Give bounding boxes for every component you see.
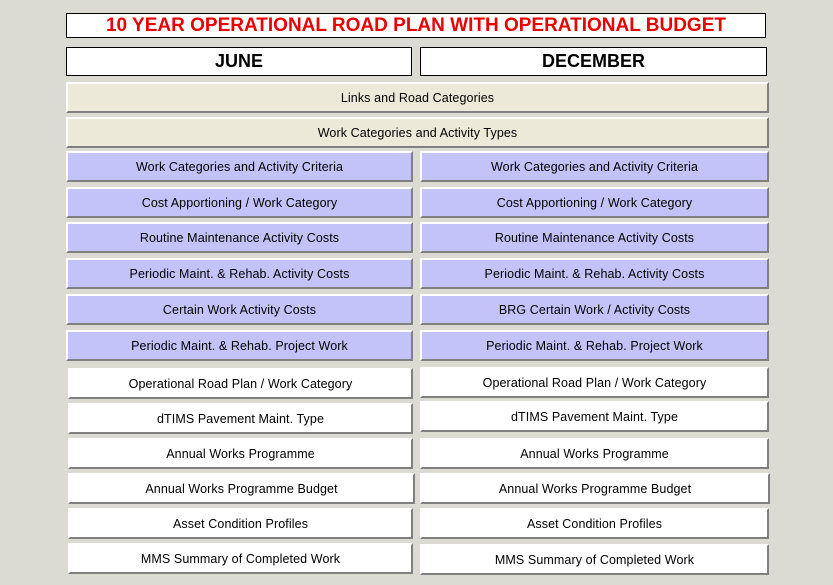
june-certain-work-costs-button[interactable]: Certain Work Activity Costs	[66, 294, 413, 325]
december-dtims-pavement-button[interactable]: dTIMS Pavement Maint. Type	[420, 401, 769, 432]
december-annual-works-programme-button[interactable]: Annual Works Programme	[420, 438, 769, 469]
june-cost-apportioning-button[interactable]: Cost Apportioning / Work Category	[66, 187, 413, 218]
december-periodic-activity-costs-button[interactable]: Periodic Maint. & Rehab. Activity Costs	[420, 258, 769, 289]
december-operational-road-plan-button[interactable]: Operational Road Plan / Work Category	[420, 367, 769, 398]
december-routine-maintenance-costs-button[interactable]: Routine Maintenance Activity Costs	[420, 222, 769, 253]
column-header-december: DECEMBER	[420, 47, 767, 76]
june-mms-summary-button[interactable]: MMS Summary of Completed Work	[68, 543, 413, 574]
june-operational-road-plan-button[interactable]: Operational Road Plan / Work Category	[68, 368, 413, 399]
june-periodic-project-work-button[interactable]: Periodic Maint. & Rehab. Project Work	[66, 330, 413, 361]
december-asset-condition-profiles-button[interactable]: Asset Condition Profiles	[420, 508, 769, 539]
june-asset-condition-profiles-button[interactable]: Asset Condition Profiles	[68, 508, 413, 539]
work-categories-activity-types-button[interactable]: Work Categories and Activity Types	[66, 117, 769, 148]
june-annual-works-programme-button[interactable]: Annual Works Programme	[68, 438, 413, 469]
june-routine-maintenance-costs-button[interactable]: Routine Maintenance Activity Costs	[66, 222, 413, 253]
december-brg-certain-work-costs-button[interactable]: BRG Certain Work / Activity Costs	[420, 294, 769, 325]
december-mms-summary-button[interactable]: MMS Summary of Completed Work	[420, 544, 769, 575]
links-road-categories-button[interactable]: Links and Road Categories	[66, 82, 769, 113]
page-title: 10 YEAR OPERATIONAL ROAD PLAN WITH OPERATIONAL BUDGET	[66, 13, 766, 38]
december-work-categories-criteria-button[interactable]: Work Categories and Activity Criteria	[420, 151, 769, 182]
december-periodic-project-work-button[interactable]: Periodic Maint. & Rehab. Project Work	[420, 330, 769, 361]
column-header-june: JUNE	[66, 47, 412, 76]
june-periodic-activity-costs-button[interactable]: Periodic Maint. & Rehab. Activity Costs	[66, 258, 413, 289]
june-annual-works-budget-button[interactable]: Annual Works Programme Budget	[68, 473, 415, 504]
june-dtims-pavement-button[interactable]: dTIMS Pavement Maint. Type	[68, 403, 413, 434]
december-cost-apportioning-button[interactable]: Cost Apportioning / Work Category	[420, 187, 769, 218]
june-work-categories-criteria-button[interactable]: Work Categories and Activity Criteria	[66, 151, 413, 182]
december-annual-works-budget-button[interactable]: Annual Works Programme Budget	[420, 473, 770, 504]
